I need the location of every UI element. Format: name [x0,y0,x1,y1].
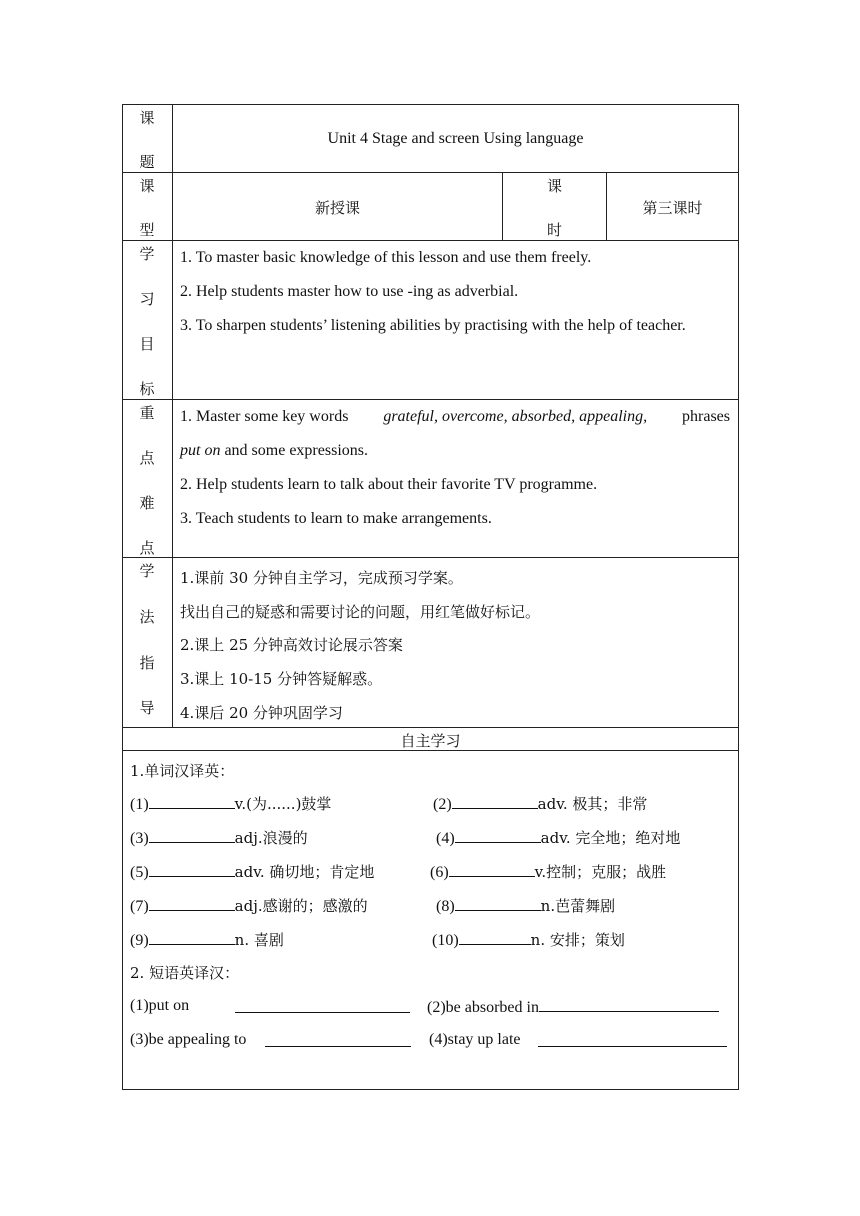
vocab-item [130,895,368,916]
vocab-definition: v.控制；克服；战胜 [534,863,667,881]
objective-item: 2. Help students master how to use -ing as adverbial. [180,283,519,300]
vocab-item [436,895,615,916]
objectives-label-char: 标 [139,380,155,398]
topic-label-char: 题 [139,153,155,171]
method-label-char: 法 [139,608,155,626]
vocab-definition: adv. 完全地；绝对地 [540,829,681,847]
table-border-bottom [122,1089,739,1090]
key-points-label-char: 重 [139,404,155,422]
vocab-item [130,861,374,882]
key-point-words: grateful, overcome, absorbed, appealing, [383,408,648,425]
answer-blank[interactable] [539,997,719,1012]
row-divider [122,557,739,558]
key-point-phrase: put on [180,442,221,459]
key-point-item-1 [180,408,730,426]
objectives-label-char: 学 [139,245,155,263]
vocab-definition: adj.感谢的；感激的 [234,897,368,915]
vocab-number: (1) [130,796,149,813]
vocab-definition: adv. 极其；非常 [537,795,648,813]
phrase-text: (4)stay up late [429,1031,521,1048]
method-item: 3.课上 10-15 分钟答疑解惑。 [180,670,383,688]
lesson-type-label-char: 课 [139,177,155,195]
method-label-char: 学 [139,562,155,580]
method-item: 2.课上 25 分钟高效讨论展示答案 [180,636,403,654]
answer-blank[interactable] [149,828,235,843]
vocab-item [432,929,625,950]
vocab-item [430,861,666,882]
phrase-item [427,997,719,1017]
answer-blank[interactable] [265,1032,411,1047]
lesson-type-label-char: 型 [139,221,155,239]
key-point-item-1-cont [180,442,368,460]
vocab-number: (10) [432,932,459,949]
vocab-definition: n.芭蕾舞剧 [540,897,616,915]
answer-blank[interactable] [455,828,541,843]
method-item: 找出自己的疑惑和需要讨论的问题，用红笔做好标记。 [180,603,541,621]
table-border-top [122,104,739,105]
method-label-char: 指 [139,654,155,672]
key-points-label-char: 点 [139,539,155,557]
method-label-char: 导 [139,699,155,717]
objective-item: 3. To sharpen students’ listening abilities by practising with the help of teacher. [180,317,686,334]
period-value: 第三课时 [642,199,703,217]
vocab-definition: n. 安排；策划 [530,931,625,949]
section1-title: 1.单词汉译英： [130,762,235,780]
answer-blank[interactable] [452,794,538,809]
objectives-label-char: 习 [139,290,155,308]
phrase-item [130,997,189,1015]
phrase-text: (2)be absorbed in [427,999,539,1016]
answer-blank[interactable] [149,794,235,809]
phrase-text: (3)be appealing to [130,1031,247,1048]
vocab-number: (3) [130,830,149,847]
key-point-item-3: 3. Teach students to learn to make arrangements. [180,510,492,527]
method-item: 1.课前 30 分钟自主学习，完成预习学案。 [180,569,463,587]
objectives-label-char: 目 [139,335,155,353]
vocab-item [130,793,331,814]
vocab-definition: v.(为......)鼓掌 [234,795,332,813]
key-points-label-char: 点 [139,449,155,467]
phrase-item [429,1031,521,1049]
key-point-prefix: 1. Master some key words [180,408,349,425]
row-divider [122,399,739,400]
vocab-item [436,827,680,848]
answer-blank[interactable] [149,896,235,911]
key-point-suffix: and some expressions. [224,442,368,459]
phrase-text: (1)put on [130,997,190,1014]
vocab-number: (7) [130,898,149,915]
method-item: 4.课后 20 分钟巩固学习 [180,704,343,722]
vocab-item [130,929,284,950]
answer-blank[interactable] [459,930,531,945]
row-divider [122,727,739,728]
answer-blank[interactable] [449,862,535,877]
vocab-definition: n. 喜剧 [234,931,284,949]
vocab-number: (9) [130,932,149,949]
table-border-right [738,104,739,1090]
phrase-item [130,1031,246,1049]
key-points-label-char: 难 [139,494,155,512]
answer-blank[interactable] [538,1032,727,1047]
answer-blank[interactable] [235,998,410,1013]
topic-value: Unit 4 Stage and screen Using language [327,130,584,147]
vocab-definition: adj.浪漫的 [234,829,308,847]
vocab-item [433,793,647,814]
vocab-number: (2) [433,796,452,813]
objective-item: 1. To master basic knowledge of this lesson and use them freely. [180,249,592,266]
period-label-char: 时 [546,221,562,239]
row-divider [122,240,739,241]
vocab-number: (6) [430,864,449,881]
row-divider [122,172,739,173]
lesson-type-value: 新授课 [314,199,360,217]
answer-blank[interactable] [455,896,541,911]
vocab-definition: adv. 确切地；肯定地 [234,863,375,881]
vocab-item [130,827,308,848]
vocab-number: (4) [436,830,455,847]
vocab-number: (8) [436,898,455,915]
key-point-phrases-label: phrases [682,408,730,425]
key-point-item-2: 2. Help students learn to talk about their favorite TV programme. [180,476,598,493]
answer-blank[interactable] [149,930,235,945]
vocab-number: (5) [130,864,149,881]
period-label-char: 课 [546,177,562,195]
answer-blank[interactable] [149,862,235,877]
topic-label-char: 课 [139,109,155,127]
section2-title: 2. 短语英译汉： [130,964,240,982]
self-study-heading: 自主学习 [400,732,461,750]
